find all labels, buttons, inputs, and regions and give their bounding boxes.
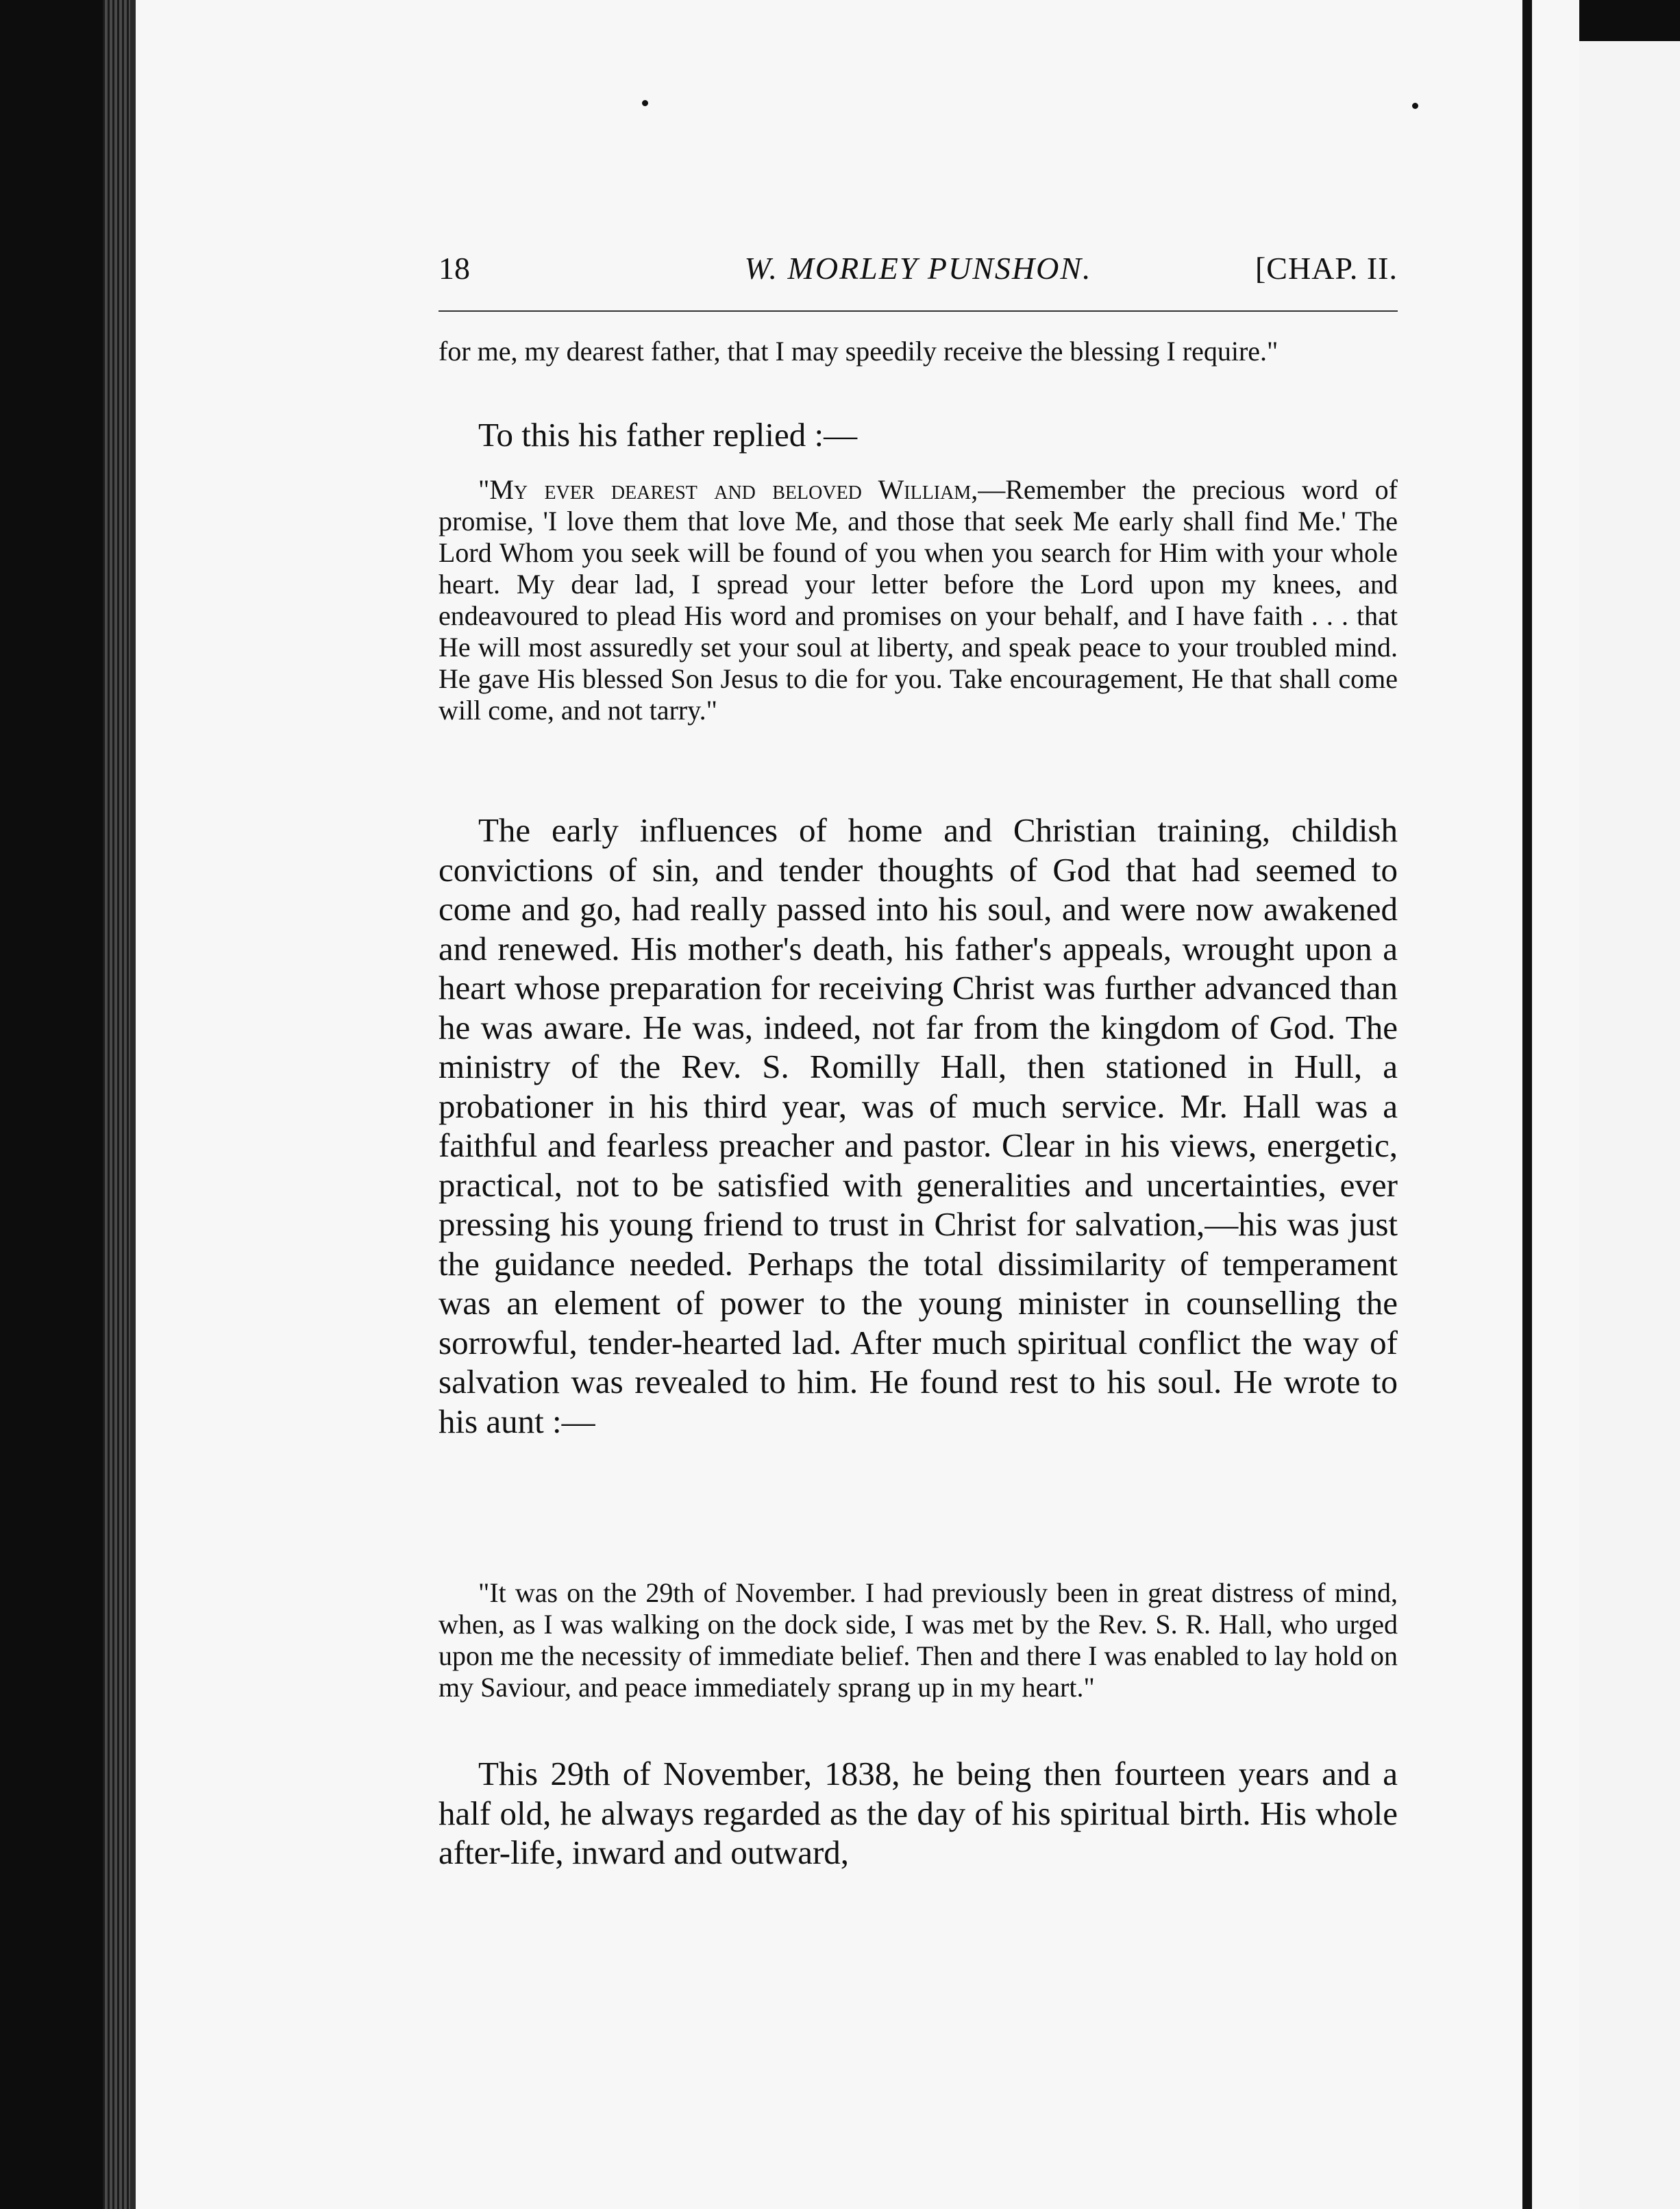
paragraph-father-letter — [438, 474, 1398, 726]
paragraph-reply-intro: To this his father replied :— — [478, 416, 858, 454]
adjacent-page-edge — [1569, 41, 1680, 2209]
paragraph-spiritual-birth: This 29th of November, 1838, he being then fourteen years and a half old, he always regarded as the day of his spiritual birth. His whole after-life, inward and outward, — [438, 1755, 1398, 1871]
letter-body: —Remember the precious word of promise, 'I love them that love Me, and those that seek Me early shall find Me.' The Lord Whom you seek will be found of you when you search for Him with your whole heart. My dear lad, I spread your letter before the Lord upon my knees, and endeavoured to plead His word and promises on your behalf, and I have faith . . . that He will most assuredly set your soul at liberty, and speak peace to your troubled mind. He gave His blessed Son Jesus to die for you. Take encouragement, He that shall come will come, and not tarry." — [438, 474, 1398, 726]
paragraph-narrative: The early influences of home and Christian training, childish convictions of sin, and tender thoughts of God that had seemed to come and go, had really passed into his soul, and were now awakened and renewed. His mother's death, his father's appeals, wrought upon a heart whose preparation for receiving Christ was further advanced than he was aware. He was, indeed, not far from the kingdom of God. The ministry of the Rev. S. Romilly Hall, then stationed in Hull, a probationer in his third year, was of much service. Mr. Hall was a faithful and fearless preacher and pastor. Clear in his views, energetic, practical, not to be satisfied with generalities and uncertainties, ever pressing his young friend to trust in Christ for salvation,—his was just the guidance needed. Perhaps the total dissimilarity of temperament was an element of power to the young minister in counselling the sorrowful, tender-hearted lad. After much spiritual conflict the way of salvation was revealed to him. He found rest to his soul. He wrote to his aunt :— — [438, 811, 1398, 1440]
paragraph-letter-end: for me, my dearest father, that I may speedily receive the blessing I require." — [438, 336, 1278, 367]
speck-mark — [642, 100, 648, 106]
letter-salutation: "My ever dearest and beloved William, — [478, 474, 978, 505]
speck-mark — [1412, 103, 1418, 109]
running-title: W. MORLEY PUNSHON. — [744, 251, 1092, 286]
page-number: 18 — [438, 251, 470, 286]
chapter-label: [CHAP. II. — [1255, 251, 1398, 286]
running-head — [438, 248, 1398, 289]
page-gutter-shadow — [1522, 0, 1532, 2209]
paragraph-quote-aunt: "It was on the 29th of November. I had previously been in great distress of mind, when, as I was walking on the dock side, I was met by the Rev. S. R. Hall, who urged upon me the necessity of immediate belief. Then and there I was enabled to lay hold on my Saviour, and peace immediately sprang up in my heart." — [438, 1577, 1398, 1703]
header-rule — [438, 310, 1398, 312]
